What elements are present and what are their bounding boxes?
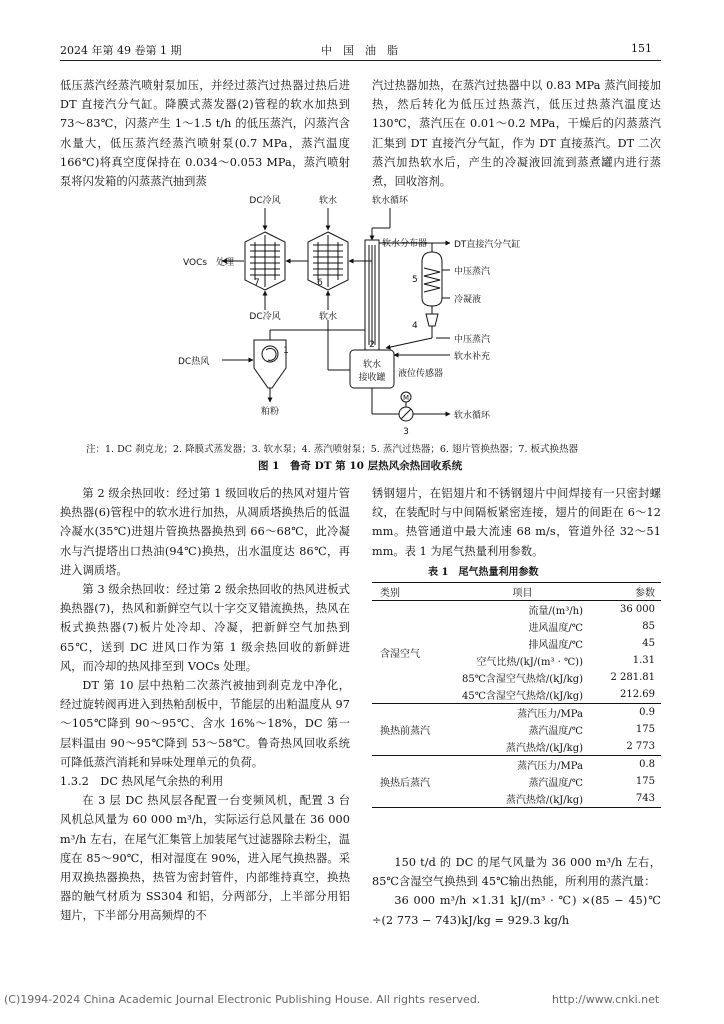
label-mid-steam-1: 中压蒸汽 — [454, 267, 491, 277]
label-number-2: 2 — [369, 340, 375, 350]
label-soft-water-top: 软水 — [318, 196, 338, 206]
col-header: 参数 — [635, 588, 655, 599]
header-rule — [60, 60, 661, 61]
table-item-cell: 排风温度/℃ — [528, 640, 583, 651]
table-value-cell: 2 773 — [626, 741, 655, 752]
label-soft-water-makeup: 软水补充 — [454, 352, 491, 362]
label-level-sensor: 液位传感器 — [398, 369, 444, 379]
formula: 36 000 m³/h ×1.31 kJ/(m³ · ℃) ×(85 − 45)℃ ÷(2 773 − 743)kJ/kg = 929.3 kg/h — [372, 894, 661, 927]
table-item-cell: 蒸汽压力/MPa — [517, 761, 583, 772]
table-row — [372, 756, 661, 774]
table-row — [372, 601, 661, 619]
falling-film-evaporator-2 — [365, 240, 379, 350]
paragraph: 锈钢翅片，在铝翅片和不锈钢翅片中间焊接有一只密封螺纹，在装配时与中间隔板紧密连接，翅片的间距在 6～12 mm。热管通道中最大流速 68 m/s，管道外径 32～51 mm。表 1 为尾气热量利用参数。 — [372, 487, 661, 558]
table-category-cell: 含湿空气 — [380, 648, 420, 660]
table-item-cell: 蒸汽热焓/(kJ/kg) — [505, 795, 583, 806]
table-value-cell: 0.9 — [639, 707, 655, 718]
paragraph: DT 第 10 层中热粕二次蒸汽被抽到刹克龙中净化，经过旋转阀再进入到热粕刮板中，节能层的出粕温度从 97～105℃降到 90～95℃、含水 16%～18%，DC 第一层料温由 90～95℃降到 53～58℃。鲁奇热风回收系统可降低蒸汽消耗和异味处理单元的负荷。 — [60, 679, 350, 769]
table-header-row — [372, 583, 661, 601]
copyright-footer: (C)1994-2024 China Academic Journal Electronic Publishing House. All rights reserved. — [4, 993, 481, 1006]
label-number-5: 5 — [412, 275, 418, 285]
steam-ejector-4 — [426, 306, 438, 338]
table-value-cell: 743 — [635, 793, 655, 804]
journal-name: 中 国 油 脂 — [321, 44, 398, 57]
table-item-cell: 流量/(m³/h) — [528, 606, 583, 617]
paragraph: 第 3 级余热回收：经过第 2 级余热回收的热风进板式换热器(7)，热风和新鲜空气以十字交叉错流换热，热风在板式换热器(7)板片处冷却、冷凝，把新鲜空气加热到 65℃，送到 DC 进风口作为第 1 级余热回收的新鲜进风，而冷却的热风排至到 VOCs 处理。 — [60, 583, 350, 673]
figure-caption: 图 1 鲁奇 DT 第 10 层热风余热回收系统 — [258, 460, 463, 472]
right-column-bottom — [372, 853, 661, 930]
table-item-cell: 蒸汽温度/℃ — [528, 726, 583, 737]
table-category-cell: 换热前蒸汽 — [380, 726, 430, 737]
plate-heat-exchanger-7 — [245, 232, 285, 290]
table-value-cell: 2 281.81 — [610, 672, 655, 683]
table-category-cell: 换热后蒸汽 — [380, 778, 430, 789]
label-vocs: VOCs 处理 — [183, 258, 235, 268]
table-item-cell: 进风温度/℃ — [528, 623, 583, 634]
right-column-body — [372, 484, 661, 561]
steam-superheater-5 — [422, 252, 442, 306]
label-soft-water-circ-bottom: 软水循环 — [454, 411, 491, 421]
table-item-cell: 85℃含湿空气热焓/(kJ/kg) — [462, 674, 583, 685]
left-column-body — [60, 484, 350, 926]
paragraph: 低压蒸汽经蒸汽喷射泵加压，并经过蒸汽过热器过热后进 DT 直接汽分气缸。降膜式蒸发器(2)管程的软水加热到 73～83℃，闪蒸产生 1～1.5 t/h 的低压蒸汽，闪蒸汽含水量大，低压蒸汽经蒸汽喷射泵(0.7 MPa，蒸汽温度 166℃)将真空度保持在 0.034～0.053 MPa，蒸汽喷射泵将闪发箱的闪蒸蒸汽抽到蒸 — [60, 79, 350, 189]
table-row — [372, 704, 661, 722]
label-number-1: 1 — [283, 346, 289, 356]
label-tank-line2: 接收罐 — [358, 373, 386, 383]
label-tank-line1: 软水 — [362, 360, 382, 370]
table-item-cell: 蒸汽压力/MPa — [517, 709, 583, 720]
label-soft-water-bottom: 软水 — [318, 312, 338, 322]
label-meal: 粕粉 — [260, 407, 280, 417]
label-condensate: 冷凝液 — [454, 295, 482, 305]
paragraph: 汽过热器加热，在蒸汽过热器中以 0.83 MPa 蒸汽间接加热，然后转化为低压过热蒸汽，低压过热蒸汽温度达 130℃，蒸汽压在 0.01～0.2 MPa，干燥后的闪蒸蒸汽汇集到 DT 直接汽分气缸，作为 DT 直接蒸汽。DT 二次蒸汽加热软水后，产生的冷凝液回流到蒸煮罐内进行蒸煮，回收溶剂。 — [372, 79, 661, 189]
label-number-3: 3 — [403, 427, 409, 435]
process-flow-diagram — [150, 190, 620, 435]
table-value-cell: 175 — [635, 724, 655, 735]
cnki-url[interactable]: http://www.cnki.net — [552, 993, 660, 1006]
label-distributor: 软水分布器 — [382, 239, 428, 249]
table-item-cell: 蒸汽热焓/(kJ/kg) — [505, 743, 583, 754]
cyclone-separator-1 — [254, 330, 365, 402]
label-dc-cold-air-bottom: DC冷风 — [249, 312, 281, 322]
parameter-table — [372, 582, 661, 808]
paragraph: 在 3 层 DC 热风层各配置一台变频风机，配置 3 台风机总风量为 60 000 m³/h，实际运行总风量在 36 000 m³/h 左右，在尾气汇集管上加装尾气过滤器除去粉尘，温度在 85～90℃，相对湿度在 90%，进入尾气换热器。采用双换热器换热，热管为密封管件，内部维持真空，换热器的触气材质为 SS304 和铝，分两部分，上半部分用铝翅片，下半部分用高频焊的不 — [60, 794, 350, 923]
table-value-cell: 36 000 — [620, 604, 655, 615]
section-heading: 1.3.2 DC 热风尾气余热的利用 — [60, 775, 224, 789]
label-number-6: 6 — [317, 278, 323, 288]
right-column-top — [372, 76, 661, 191]
label-motor: M — [402, 394, 410, 402]
left-column-top — [60, 76, 350, 191]
table-value-cell: 0.8 — [639, 759, 655, 770]
table-value-cell: 175 — [635, 776, 655, 787]
page-number: 151 — [631, 42, 652, 55]
table — [372, 582, 661, 808]
table-title: 表 1 尾气热量利用参数 — [428, 567, 539, 578]
table-value-cell: 1.31 — [632, 655, 655, 666]
table-item-cell: 蒸汽温度/℃ — [528, 778, 583, 789]
label-number-7: 7 — [254, 278, 260, 288]
label-dc-hot-air: DC热风 — [178, 357, 210, 367]
label-dc-cold-air-top: DC冷风 — [249, 196, 281, 206]
table-value-cell: 85 — [642, 621, 655, 632]
finned-tube-exchanger-6 — [308, 232, 348, 290]
label-soft-water-circ-top: 软水循环 — [371, 196, 409, 206]
paragraph: 第 2 级余热回收：经过第 1 级回收后的热风对翅片管换热器(6)管程中的软水进行加热，从凋质塔换热后的低温冷凝水(35℃)进翅片管换热器换热到 66～68℃，此冷凝水与汽提塔出口热油(94℃)换热，出水温度达 86℃，再进入调质塔。 — [60, 487, 350, 577]
label-dt-manifold: DT直接汽分气缸 — [454, 240, 521, 250]
table-value-cell: 212.69 — [620, 689, 655, 700]
label-number-4: 4 — [412, 321, 418, 331]
journal-issue: 2024 年第 49 卷第 1 期 — [60, 44, 182, 57]
paragraph: 150 t/d 的 DC 的尾气风量为 36 000 m³/h 左右，85℃含湿空气换热到 45℃输出热能，所利用的蒸汽量： — [372, 856, 661, 889]
table-value-cell: 45 — [642, 638, 655, 649]
col-header: 类别 — [380, 588, 400, 599]
table-item-cell: 空气比热/(kJ/(m³ · ℃)) — [476, 657, 583, 668]
figure-note: 注：1. DC 刹克龙；2. 降膜式蒸发器；3. 软水泵；4. 蒸汽喷射泵；5. 蒸汽过热器；6. 翅片管换热器；7. 板式换热器 — [86, 444, 578, 455]
label-mid-steam-2: 中压蒸汽 — [454, 335, 491, 345]
table-item-cell: 45℃含湿空气热焓/(kJ/kg) — [462, 691, 583, 702]
col-header: 项目 — [512, 588, 533, 599]
